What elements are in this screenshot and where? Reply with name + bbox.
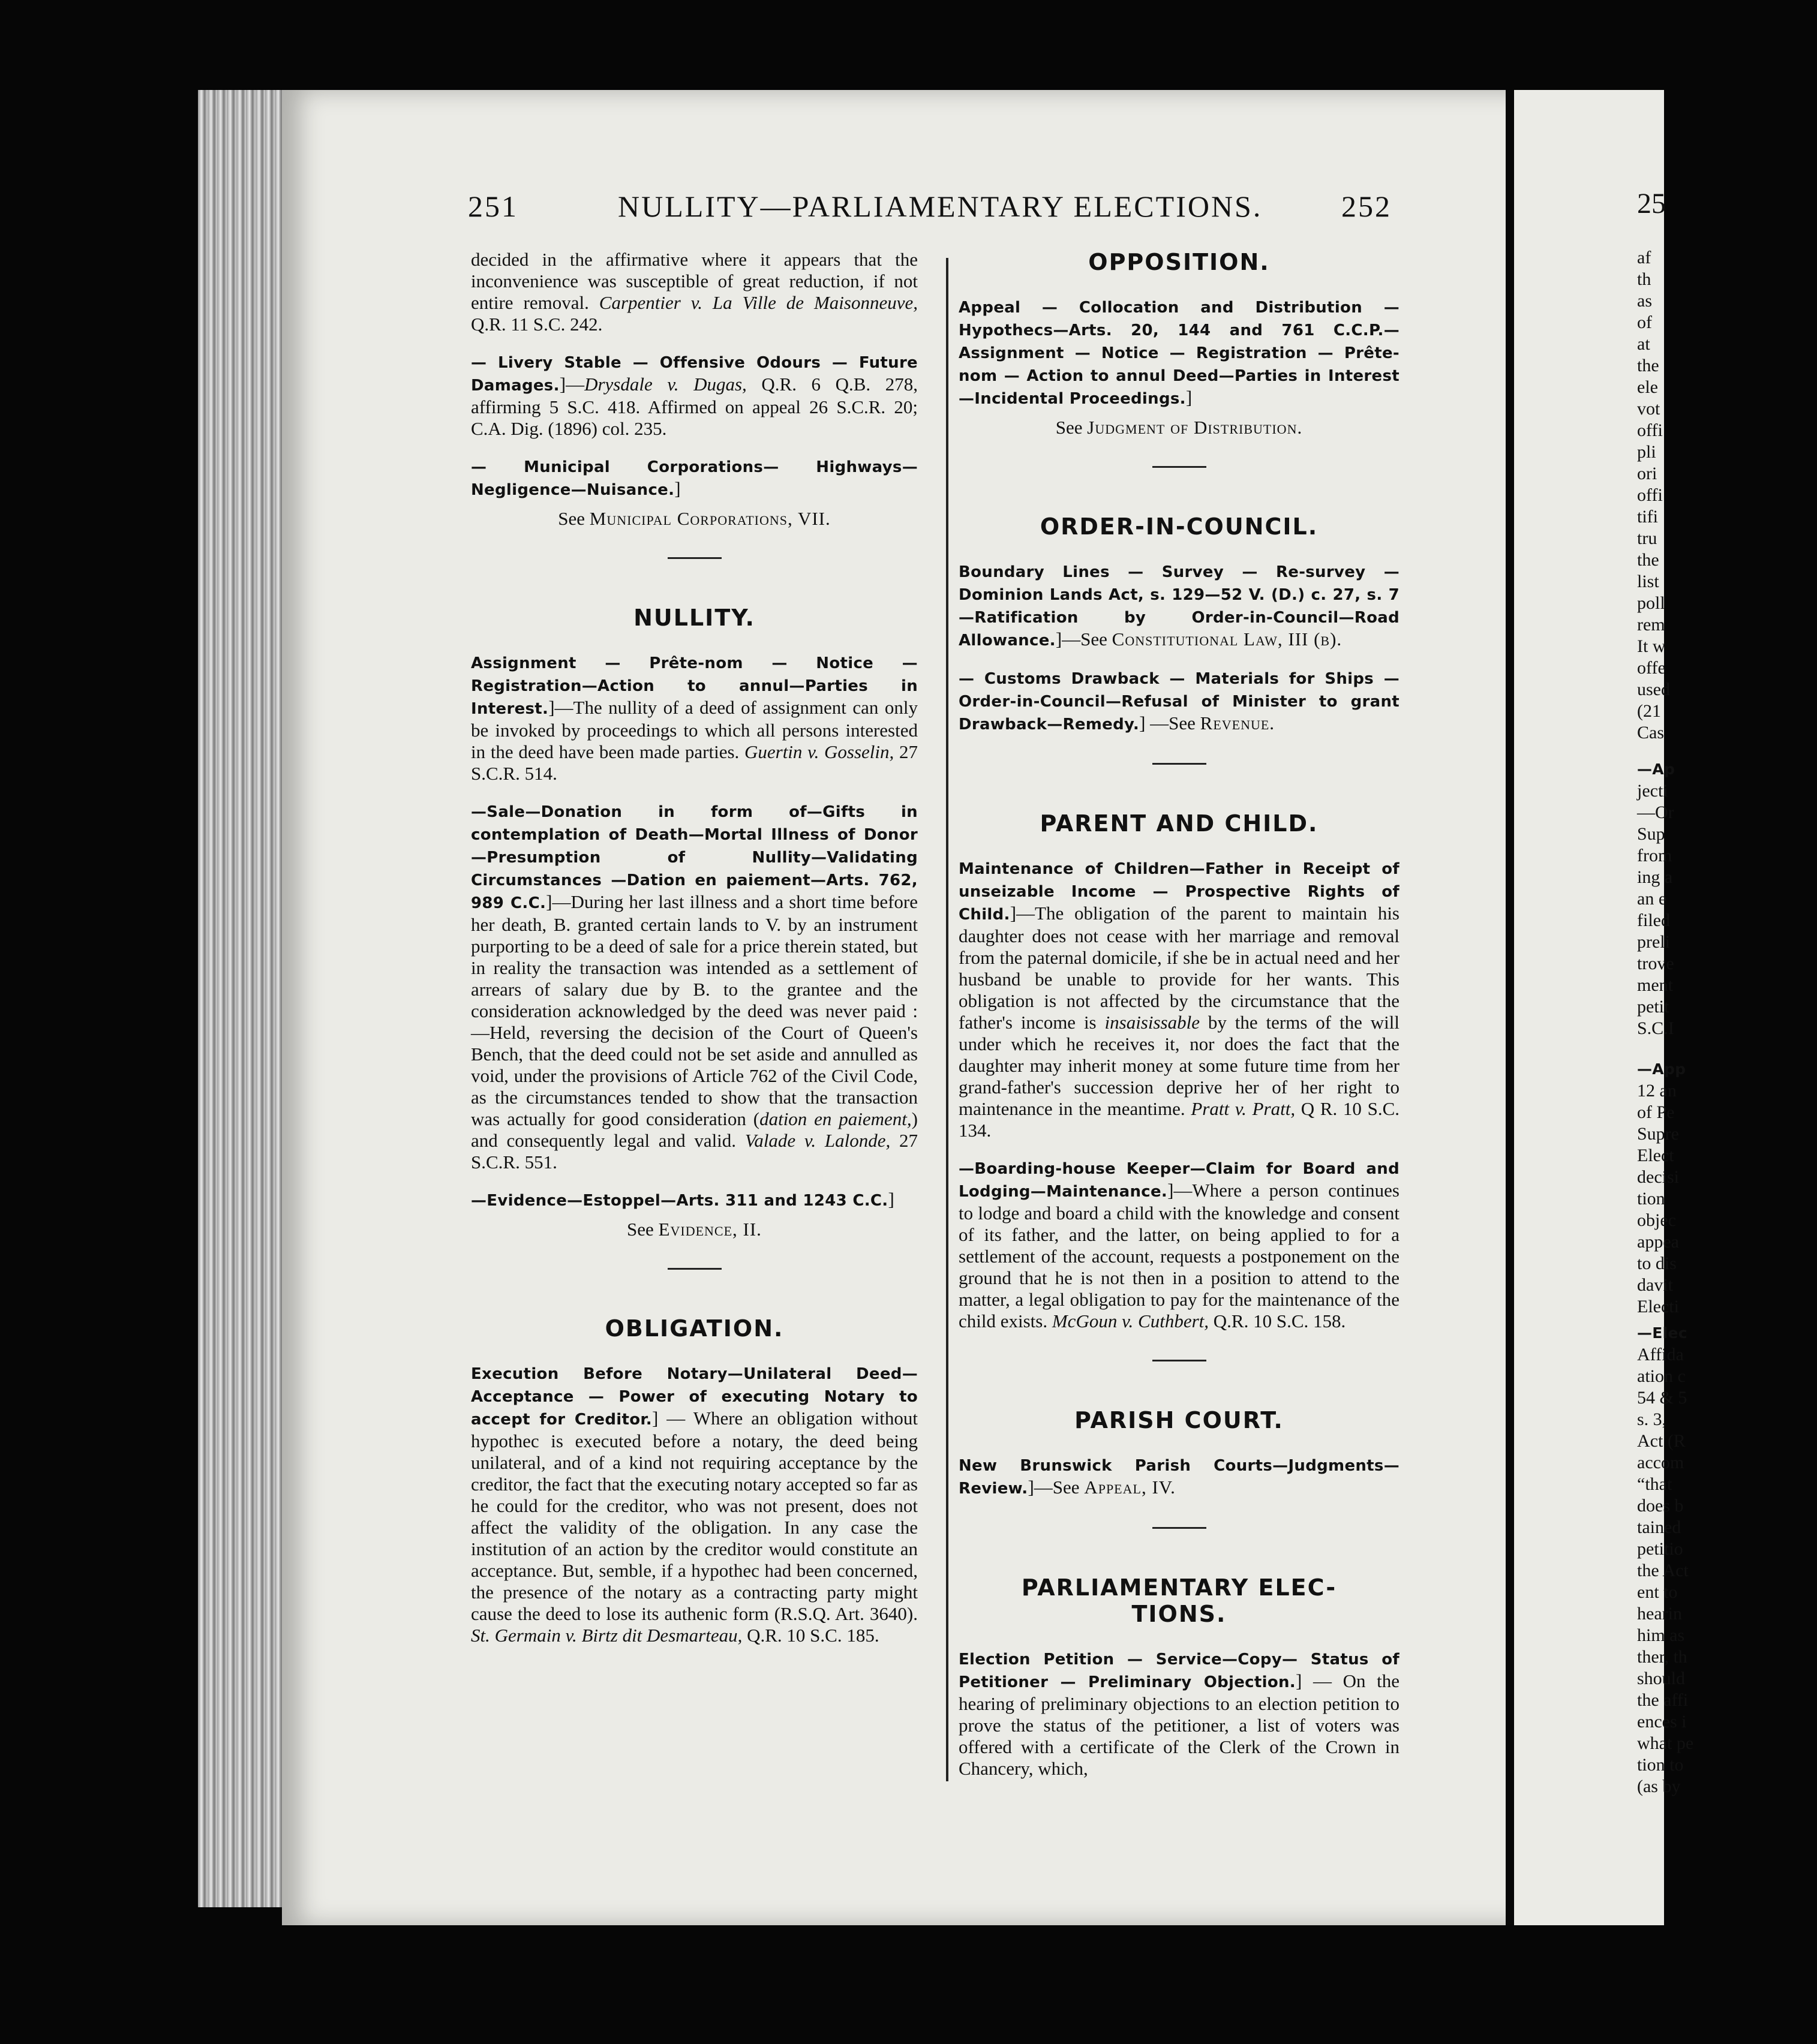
next-page-line: (21	[1637, 701, 1661, 721]
next-page-line: Elect	[1637, 1146, 1674, 1165]
column-divider	[946, 258, 948, 1781]
case-name: Pratt v. Pratt,	[1191, 1098, 1296, 1119]
citation: 27 S.C.R. 514.	[471, 741, 918, 784]
entry-assignment: Assignment — Prête-nom — Notice — Registration—Action to annul—Parties in Interest.]—The nullity of a deed of assignment can only be invoked by proceedings to which all persons interested in the deed have been made parties. Guertin v. Gosselin, 27 S.C.R. 514.	[471, 654, 918, 784]
entry-heading: Appeal — Collocation and Distribution — Hypothecs—Arts. 20, 144 and 761 C.C.P.—Assignment — Notice — Registration — Prête-nom — Action to annul Deed—Parties in Interest—Incidental Proceedings.	[959, 299, 1399, 408]
next-page-line: as	[1637, 291, 1652, 311]
entry-evidence-estoppel: —Evidence—Estoppel—Arts. 311 and 1243 C.C.]	[471, 1189, 894, 1210]
next-page-line: tion to	[1637, 1755, 1684, 1775]
entry-heading: New Brunswick Parish Courts—Judgments—Review.	[959, 1457, 1399, 1498]
next-page-line: at	[1637, 334, 1650, 354]
case-name: Carpentier v. La Ville de Maisonneuve,	[599, 292, 918, 313]
entry-execution-before-notary: Execution Before Notary—Unilateral Deed—Acceptance — Power of executing Notary to accept for Creditor.] — Where an obligation without hypothec is executed before a notary, the deed being unilateral, and of a kind not requiring acceptance by the creditor, the fact that the executing notary accepted so far as he could for the creditor, who was not present, does not affect the validity of the obligation. In any case the institution of an action by the creditor would constitute an acceptance. But, semble, if a hypothec had been concerned, the presence of the notary as a contracting party might cause the deed to lose its authenic form (R.S.Q. Art. 3640). St. Germain v. Birtz dit Desmarteau, Q.R. 10 S.C. 185.	[471, 1365, 918, 1646]
entry-heading: Execution Before Notary—Unilateral Deed—Acceptance — Power of executing Notary to accept for Creditor.	[471, 1365, 918, 1429]
next-page-line: the	[1637, 550, 1659, 570]
entry-heading: Boundary Lines — Survey — Re-survey — Dominion Lands Act, s. 129—52 V. (D.) c. 27, s. 7—Ratification by Order-in-Council—Road Allowance.	[959, 563, 1399, 650]
next-page-line: from	[1637, 846, 1672, 865]
next-page-line: does b	[1637, 1496, 1684, 1516]
case-name: Drysdale v. Dugas,	[584, 374, 747, 395]
citation: Q.R. 6 Q.B. 278, affirming 5 S.C. 418. Affirmed on appeal 26 S.C.R. 20; C.A. Dig. (1896) col. 235.	[471, 374, 918, 439]
next-page-line: should	[1637, 1669, 1686, 1688]
entry-sale-donation: —Sale—Donation in form of—Gifts in contemplation of Death—Mortal Illness of Donor—Presumption of Nullity—Validating Circumstances —Dation en paiement—Arts. 762, 989 C.C.]—During her last illness and a short time before her death, B. granted certain lands to V. by an instrument purporting to be a deed of sale for a price therein stated, but in reality the transaction was intended as a settlement of arrears of salary due by B. to the grantee and the consideration acknowledged by the deed was never paid :—Held, reversing the decision of the Court of Queen's Bench, that the deed could not be set aside and annulled as void, under the provisions of Article 762 of the Civil Code, as the circumstances tended to show that the transaction was actually for good consideration (dation en paiement,) and consequently legal and valid. Valade v. Lalonde, 27 S.C.R. 551.	[471, 803, 918, 1173]
next-page-line: Supre	[1637, 1124, 1679, 1144]
section-title-nullity: NULLITY.	[633, 605, 755, 631]
next-page-line: tru	[1637, 528, 1657, 548]
section-title-parent-and-child: PARENT AND CHILD.	[1040, 810, 1319, 837]
next-page-line: th	[1637, 269, 1651, 289]
case-name: St. Germain v. Birtz dit Desmarteau,	[471, 1625, 743, 1646]
next-page-line: —App	[1637, 1060, 1686, 1078]
next-page-line: ori	[1637, 464, 1657, 483]
left-column	[471, 249, 918, 1662]
next-page-line: Cas	[1637, 723, 1664, 743]
citation: 27 S.C.R. 551.	[471, 1130, 918, 1173]
entry-municipal-corporations: — Municipal Corporations— Highways— Negligence—Nuisance.]	[471, 458, 918, 499]
entry-heading: —Evidence—Estoppel—Arts. 311 and 1243 C.C.	[471, 1192, 888, 1210]
next-page-line: an e	[1637, 889, 1667, 909]
next-page-line: the	[1637, 356, 1659, 375]
next-page-line: used	[1637, 680, 1670, 699]
next-page-line: ele	[1637, 377, 1658, 397]
case-name: Guertin v. Gosselin,	[744, 741, 894, 762]
next-page-line: him as	[1637, 1625, 1685, 1645]
next-page-line: pli	[1637, 442, 1656, 462]
running-header	[468, 189, 1392, 237]
next-page-line: ences i	[1637, 1712, 1687, 1732]
cross-reference: See Evidence, II.	[627, 1219, 762, 1240]
next-page-line: ment	[1637, 975, 1673, 995]
next-page-line: —Ap	[1637, 761, 1675, 778]
next-page-line: jecti	[1637, 781, 1668, 801]
next-page-line: the affi	[1637, 1690, 1689, 1710]
left-page-number: 251	[468, 190, 518, 223]
entry-heading: — Municipal Corporations— Highways— Negligence—Nuisance.	[471, 458, 918, 499]
next-page-line: 54 & 5	[1637, 1388, 1687, 1408]
entry-appeal-collocation: Appeal — Collocation and Distribution — Hypothecs—Arts. 20, 144 and 761 C.C.P.—Assignment — Notice — Registration — Prête-nom — Action to annul Deed—Parties in Interest—Incidental Proceedings.]	[959, 299, 1399, 408]
next-page-line: offi	[1637, 485, 1663, 505]
entry-customs-drawback: — Customs Drawback — Materials for Ships — Order-in-Council—Refusal of Minister to grant Drawback—Remedy.] —See Revenue.	[959, 670, 1399, 734]
next-page-line: poll	[1637, 593, 1665, 613]
next-page-line: offe	[1637, 658, 1666, 678]
section-title-parish-court: PARISH COURT.	[1074, 1407, 1284, 1433]
citation: Q.R. 10 S.C. 158.	[1209, 1310, 1346, 1331]
entry-livery-stable: — Livery Stable — Offensive Odours — Future Damages.]—Drysdale v. Dugas, Q.R. 6 Q.B. 278, affirming 5 S.C. 418. Affirmed on appeal 26 S.C.R. 20; C.A. Dig. (1896) col. 235.	[471, 354, 918, 439]
section-title-opposition: OPPOSITION.	[1088, 249, 1270, 275]
entry-maintenance-of-children: Maintenance of Children—Father in Receipt of unseizable Income — Prospective Rights of Child.]—The obligation of the parent to maintain his daughter does not cease with her marriage and removal from the paternal domicile, if she be in actual need and her husband be unable to provide for her wants. This obligation is not affected by the circumstance that the father's income is insaisissable by the terms of the will under which he receives it, nor does the fact that the daughter may inherit money at some future time from her grand-father's succession deprive her of her right to maintenance in the meantime. Pratt v. Pratt, Q R. 10 S.C. 134.	[959, 860, 1400, 1141]
entry-heading: Election Petition — Service—Copy— Status of Petitioner — Preliminary Objection.	[959, 1651, 1399, 1691]
next-page-line: Act (R	[1637, 1431, 1686, 1451]
next-page-line: ent to	[1637, 1582, 1678, 1602]
entry-nuisance-continued: decided in the affirmative where it appears that the inconvenience was susceptible of great reduction, if not entire removal. Carpentier v. La Ville de Maisonneuve, Q.R. 11 S.C. 242.	[471, 249, 918, 335]
next-page-line: It w	[1637, 636, 1666, 656]
section-divider	[1152, 466, 1206, 468]
entry-heading: Maintenance of Children—Father in Receipt of unseizable Income — Prospective Rights of Child.	[959, 860, 1399, 924]
section-divider	[1152, 1360, 1206, 1361]
entry-heading: —Sale—Donation in form of—Gifts in contemplation of Death—Mortal Illness of Donor—Presumption of Nullity—Validating Circumstances —Dation en paiement—Arts. 762, 989 C.C.	[471, 803, 918, 912]
entry-new-brunswick-parish-courts: New Brunswick Parish Courts—Judgments—Review.]—See Appeal, IV.	[959, 1457, 1399, 1498]
next-page-line: Electi	[1637, 1297, 1679, 1316]
next-page-line: what pe	[1637, 1733, 1694, 1753]
next-page-line: davit	[1637, 1275, 1673, 1295]
entry-heading: —Boarding-house Keeper—Claim for Board and Lodging—Maintenance.	[959, 1160, 1399, 1201]
section-divider	[1152, 1527, 1206, 1529]
next-page-line: ther, th	[1637, 1647, 1687, 1667]
citation: Q.R. 11 S.C. 242.	[471, 314, 603, 335]
next-page-line: —Or	[1637, 802, 1674, 822]
next-page-line: of Pe	[1637, 1102, 1675, 1122]
next-page-line: list	[1637, 572, 1659, 591]
next-page-line: filed	[1637, 910, 1670, 930]
next-page-line: to dis	[1637, 1254, 1677, 1273]
entry-heading: — Livery Stable — Offensive Odours — Future Damages.	[471, 354, 918, 395]
right-column	[959, 249, 1399, 1795]
book-page-edges	[198, 90, 288, 1907]
next-page-line: tifi	[1637, 507, 1658, 527]
case-name: Valade v. Lalonde,	[744, 1130, 891, 1151]
next-page-line: s. 3,	[1637, 1409, 1667, 1429]
next-page-line: appea	[1637, 1232, 1679, 1252]
section-title-obligation: OBLIGATION.	[605, 1315, 784, 1342]
entry-boarding-house-keeper: —Boarding-house Keeper—Claim for Board and Lodging—Maintenance.]—Where a person continues to lodge and board a child with the knowledge and consent of its father, and the latter, on being applied to for a settlement of the account, requests a postponement on the ground that he is not then in a position to attend to the matter, a legal obligation to pay for the maintenance of the child exists. McGoun v. Cuthbert, Q.R. 10 S.C. 158.	[959, 1160, 1399, 1331]
next-page-line: accom	[1637, 1453, 1684, 1472]
entry-election-petition: Election Petition — Service—Copy— Status of Petitioner — Preliminary Objection.] — On the hearing of preliminary objections to an election petition to prove the status of the petitioner, a list of voters was offered with a certificate of the Clerk of the Crown in Chancery, which,	[959, 1651, 1399, 1779]
next-page-line: —Elec	[1637, 1324, 1687, 1342]
running-title: NULLITY—PARLIAMENTARY ELECTIONS.	[618, 190, 1263, 223]
next-page-line: rem	[1637, 615, 1665, 635]
next-page-line: af	[1637, 248, 1651, 267]
next-page-line: ation c	[1637, 1366, 1686, 1386]
next-page-line: ing a	[1637, 867, 1673, 887]
entry-heading: — Customs Drawback — Materials for Ships — Order-in-Council—Refusal of Minister to grant Drawback—Remedy.	[959, 670, 1399, 734]
next-page-line: 12 an	[1637, 1081, 1677, 1101]
citation: Q.R. 10 S.C. 185.	[742, 1625, 879, 1646]
cross-reference: See Judgment of Distribution.	[1055, 417, 1303, 438]
next-page-line: (as by	[1637, 1777, 1681, 1796]
next-page-line: offi	[1637, 420, 1663, 440]
entry-heading: Assignment — Prête-nom — Notice — Registration—Action to annul—Parties in Interest.	[471, 654, 918, 718]
next-page-line: Affida	[1637, 1345, 1684, 1364]
next-page-line: objec	[1637, 1210, 1676, 1230]
next-page-line: hearin	[1637, 1604, 1682, 1624]
next-page-line: vot	[1637, 399, 1660, 419]
next-page-line: preli	[1637, 932, 1670, 952]
next-page-number: 25	[1637, 188, 1666, 220]
next-page-line: tion	[1637, 1189, 1665, 1209]
next-page-line: petitio	[1637, 1539, 1683, 1559]
section-divider	[1152, 763, 1206, 765]
next-page-line: S.C.I	[1637, 1018, 1674, 1038]
section-title-order-in-council: ORDER-IN-COUNCIL.	[1040, 513, 1319, 540]
section-divider	[668, 557, 722, 559]
next-page-line: decisi	[1637, 1167, 1679, 1187]
cross-reference: See Municipal Corporations, VII.	[558, 508, 831, 529]
next-page-line: the Act	[1637, 1561, 1689, 1580]
section-divider	[668, 1268, 722, 1270]
citation: Q R. 10 S.C. 134.	[959, 1098, 1400, 1141]
next-page-line: petit	[1637, 997, 1669, 1017]
case-name: McGoun v. Cuthbert,	[1052, 1310, 1209, 1331]
next-page-line: Sup	[1637, 824, 1665, 844]
right-page-number: 252	[1341, 190, 1392, 223]
section-title-parliamentary-elections: PARLIAMENTARY ELEC- TIONS.	[1021, 1574, 1337, 1627]
next-page-line: “that	[1637, 1474, 1672, 1494]
next-page-fragment	[1506, 90, 1694, 1925]
next-page-line: tained	[1637, 1517, 1681, 1537]
entry-boundary-lines: Boundary Lines — Survey — Re-survey — Dominion Lands Act, s. 129—52 V. (D.) c. 27, s. 7—Ratification by Order-in-Council—Road Allowance.]—See Constitutional Law, III (b).	[959, 563, 1399, 650]
next-page-line: trove	[1637, 954, 1674, 973]
next-page-line: of	[1637, 312, 1652, 332]
